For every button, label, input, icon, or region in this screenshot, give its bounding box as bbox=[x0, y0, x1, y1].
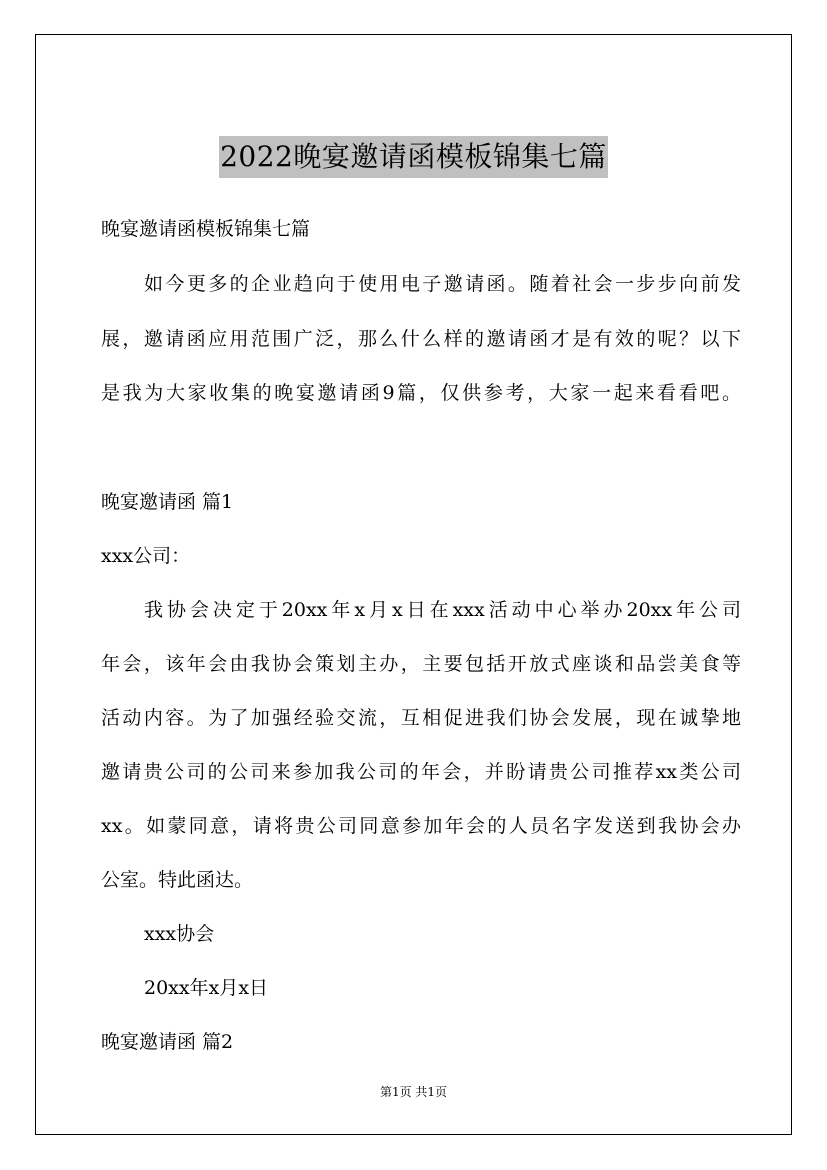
signature-date: 20xx年x月x日 bbox=[144, 977, 269, 999]
salutation: xxx公司： bbox=[101, 545, 191, 567]
document-page bbox=[35, 34, 792, 1135]
document-subtitle: 晚宴邀请函模板锦集七篇 bbox=[101, 218, 311, 240]
section-heading-2: 晚宴邀请函 篇2 bbox=[101, 1031, 234, 1053]
body-line-1: 我协会决定于20xx年x月x日在xxx活动中心举办20xx年公司 bbox=[144, 599, 741, 621]
body-line-4: 邀请贵公司的公司来参加我公司的年会，并盼请贵公司推荐xx类公司 bbox=[101, 761, 741, 783]
body-line-5: xx。如蒙同意，请将贵公司同意参加年会的人员名字发送到我协会办 bbox=[101, 815, 741, 837]
intro-line-1: 如今更多的企业趋向于使用电子邀请函。随着社会一步步向前发 bbox=[144, 273, 741, 295]
title-container bbox=[36, 136, 791, 178]
page-footer: 第1页 共1页 bbox=[379, 1085, 448, 1099]
body-line-3: 活动内容。为了加强经验交流，互相促进我们协会发展，现在诚挚地 bbox=[101, 707, 741, 729]
intro-line-3: 是我为大家收集的晚宴邀请函9篇，仅供参考，大家一起来看看吧。 bbox=[101, 382, 741, 404]
signature: xxx协会 bbox=[144, 923, 215, 945]
intro-line-2: 展，邀请函应用范围广泛，那么什么样的邀请函才是有效的呢？以下 bbox=[101, 328, 741, 350]
body-line-6: 公室。特此函达。 bbox=[101, 869, 254, 891]
section-heading-1: 晚宴邀请函 篇1 bbox=[101, 491, 234, 513]
document-title: 2022晚宴邀请函模板锦集七篇 bbox=[219, 136, 608, 178]
body-line-2: 年会，该年会由我协会策划主办，主要包括开放式座谈和品尝美食等 bbox=[101, 653, 741, 675]
